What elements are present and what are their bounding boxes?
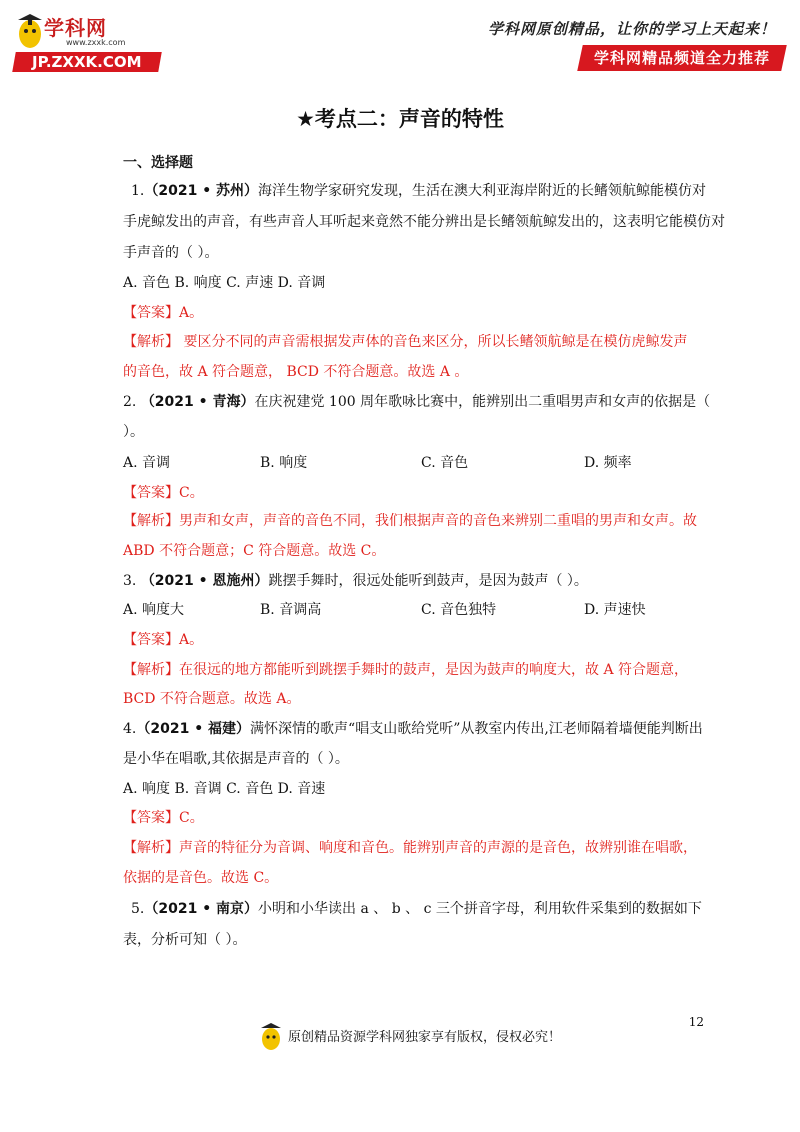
slogan: 学科网原创精品，让你的学习上天起来！ <box>487 20 776 38</box>
page-number: 12 <box>688 1015 704 1029</box>
question-1-line-2: 手虎鲸发出的声音，有些声音人耳听起来竟然不能分辨出是长鳍领航鲸发出的，这表明它能模仿对 <box>123 214 725 230</box>
logo-subtext: www.zxxk.com <box>66 38 126 47</box>
question-3-explanation-1: 【解析】在很远的地方都能听到跳摆手舞时的鼓声，是因为鼓声的响度大，故 A 符合题意， <box>123 662 689 678</box>
question-5-line-1: 5.（2021 • 南京）小明和小华读出 a 、 b 、 c 三个拼音字母，利用软件采集到的数据如下 <box>131 901 702 917</box>
logo-text: 学科网 <box>44 16 107 40</box>
page-title: ★考点二：声音的特性 <box>296 107 504 131</box>
question-4-options: A. 响度 B. 音调 C. 音色 D. 音速 <box>123 781 326 797</box>
question-2-option-d: D. 频率 <box>584 455 632 471</box>
question-1-line-1: 1.（2021 • 苏州）海洋生物学家研究发现，生活在澳大利亚海岸附近的长鳍领航鲸能模仿对 <box>131 183 707 199</box>
question-1-options: A. 音色 B. 响度 C. 声速 D. 音调 <box>123 275 326 291</box>
section-heading: 一、选择题 <box>123 155 193 171</box>
question-2-option-c: C. 音色 <box>421 455 469 471</box>
question-2-line-2: ）。 <box>123 424 144 440</box>
banner: 学科网精品频道全力推荐 <box>577 45 787 71</box>
question-2-explanation-1: 【解析】男声和女声，声音的音色不同，我们根据声音的音色来辨别二重唱的男声和女声。故 <box>123 513 697 529</box>
question-3-option-a: A. 响度大 <box>123 602 185 618</box>
question-3-option-b: B. 音调高 <box>260 602 322 618</box>
mascot-icon <box>14 12 46 52</box>
question-2-answer: 【答案】C。 <box>123 485 204 501</box>
question-2-explanation-2: ABD 不符合题意；C 符合题意。故选 C。 <box>123 543 386 559</box>
question-1-explanation-2: 的音色，故 A 符合题意， BCD 不符合题意。故选 A 。 <box>123 364 469 380</box>
question-1-answer: 【答案】A。 <box>123 305 204 321</box>
logo-url: JP.ZXXK.COM <box>12 52 162 72</box>
question-3-option-d: D. 声速快 <box>584 602 646 618</box>
question-1-line-3: 手声音的（ ）。 <box>123 245 219 261</box>
question-4-explanation-2: 依据的是音色。故选 C。 <box>123 870 279 886</box>
question-2-option-a: A. 音调 <box>123 455 171 471</box>
question-2-line-1: 2. （2021 • 青海）在庆祝建党 100 周年歌咏比赛中，能辨别出二重唱男声和女声的依据是（ <box>123 394 711 410</box>
mascot-icon <box>258 1022 284 1052</box>
question-5-line-2: 表，分析可知（ ）。 <box>123 932 247 948</box>
question-2-option-b: B. 响度 <box>260 455 308 471</box>
question-3-explanation-2: BCD 不符合题意。故选 A。 <box>123 691 301 707</box>
question-3-line-1: 3. （2021 • 恩施州）跳摆手舞时，很远处能听到鼓声，是因为鼓声（ ）。 <box>123 573 588 589</box>
question-4-explanation-1: 【解析】声音的特征分为音调、响度和音色。能辨别声音的声源的是音色，故辨别谁在唱歌， <box>123 840 697 856</box>
copyright-notice: 原创精品资源学科网独家享有版权，侵权必究！ <box>288 1030 562 1045</box>
question-4-answer: 【答案】C。 <box>123 810 204 826</box>
site-logo <box>14 12 160 72</box>
question-3-option-c: C. 音色独特 <box>421 602 497 618</box>
question-4-line-2: 是小华在唱歌,其依据是声音的（ ）。 <box>123 751 349 767</box>
question-3-answer: 【答案】A。 <box>123 632 204 648</box>
question-4-line-1: 4.（2021 • 福建）满怀深情的歌声“唱支山歌给党听”从教室内传出,江老师隔着墙便能判断出 <box>123 721 703 737</box>
question-1-explanation-1: 【解析】 要区分不同的声音需根据发声体的音色来区分，所以长鳍领航鲸是在模仿虎鲸发声 <box>123 334 688 350</box>
